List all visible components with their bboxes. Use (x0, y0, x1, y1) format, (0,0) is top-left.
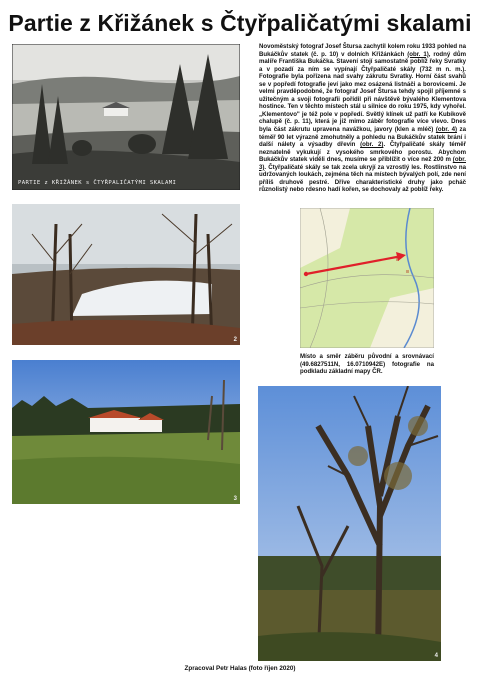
photo-historic (12, 44, 240, 190)
reference-photo-1: (obr. 1) (407, 50, 429, 58)
text-part-5: . Čtyřpaličaté skály se tak zcela ukryjí za vzrostlý les. Rostlinstvo na udržovaných loukách, zejména těch na místech bývalých polí, zde není příliš druhově pestré. Dříve charakteristické druhy jako pcháč různolistý nebo rdesno hadí kořen, se dochovaly až poblíž řeky. (259, 163, 466, 194)
photo-farmhouse (12, 360, 240, 504)
photo-winter-trees (12, 204, 240, 345)
text-part-1: Novoměstský fotograf Josef Štursa zachytil kolem roku 1933 pohled na Bukáčkův statek (č. p. 10) v dolních Křižánkách (259, 43, 466, 58)
text-part-2: , rodný dům malíře Františka Bukáčka. Stavení stojí samostatně poblíž řeky Svratky a v pozadí za ním se vypínají Čtyřpaličaté skály (732 m n. m.). Fotografie byla pořízena nad svahy zákrutu Svratky. Horní část svahů se v popředí fotografie jeví jako mez osázená listnáči a borovicemi. Je velmi pravděpodobné, že fotograf Josef Štursa tehdy spojil příjemné s užitečným a svoji fotografii pořídil při návštěvě bývalého Klementova hostince. Ten v těchto místech stál u silnice do roku 1975, kdy vyhořel. „Klementovo" je též pole v popředí. Světlý klínek už patří ke Kubíkově chalupě (č. p. 11), která je již mimo záběr fotografie více vlevo. Dnes byla část zákrutu upravena navážkou, javory (klen a mléč) (259, 50, 466, 134)
main-text (259, 43, 466, 194)
reference-photo-4: (obr. 4) (435, 126, 458, 134)
photo-number-2: 2 (233, 337, 237, 343)
reference-photo-2: (obr. 2) (360, 141, 384, 149)
photo-tree (258, 386, 441, 661)
map-caption: Místo a směr záběru původní a srovnávací (49.6827511N, 16.0710942E) fotografie na podkladu základní mapy ČR. (300, 353, 434, 376)
location-map (300, 208, 434, 348)
footer-credit: Zpracoval Petr Halas (foto říjen 2020) (184, 665, 296, 672)
photo-number-3: 3 (233, 496, 237, 502)
text-part-4: . Čtyřpaličaté skály téměř neznatelně vykukují z vysokého smrkového porostu. Abychom Bukáčkův statek viděli dnes, musíme se přiblížit o více než 200 m (259, 141, 466, 164)
page-title: Partie z Křižánek s Čtyřpaličatými skalami (8, 10, 472, 36)
photo-number-4: 4 (434, 653, 438, 659)
text-part-3: za téměř 90 let výrazně zmohutněly a pohledu na Bukáčkův statek brání i další nálety a výsadby dřevin (259, 126, 466, 149)
reference-photo-3: (obr. 3) (259, 156, 466, 171)
photo-historic-caption: PARTIE z KŘIŽÁNEK s ČTYŘPALIČATÝMI SKALAMI (18, 180, 177, 186)
